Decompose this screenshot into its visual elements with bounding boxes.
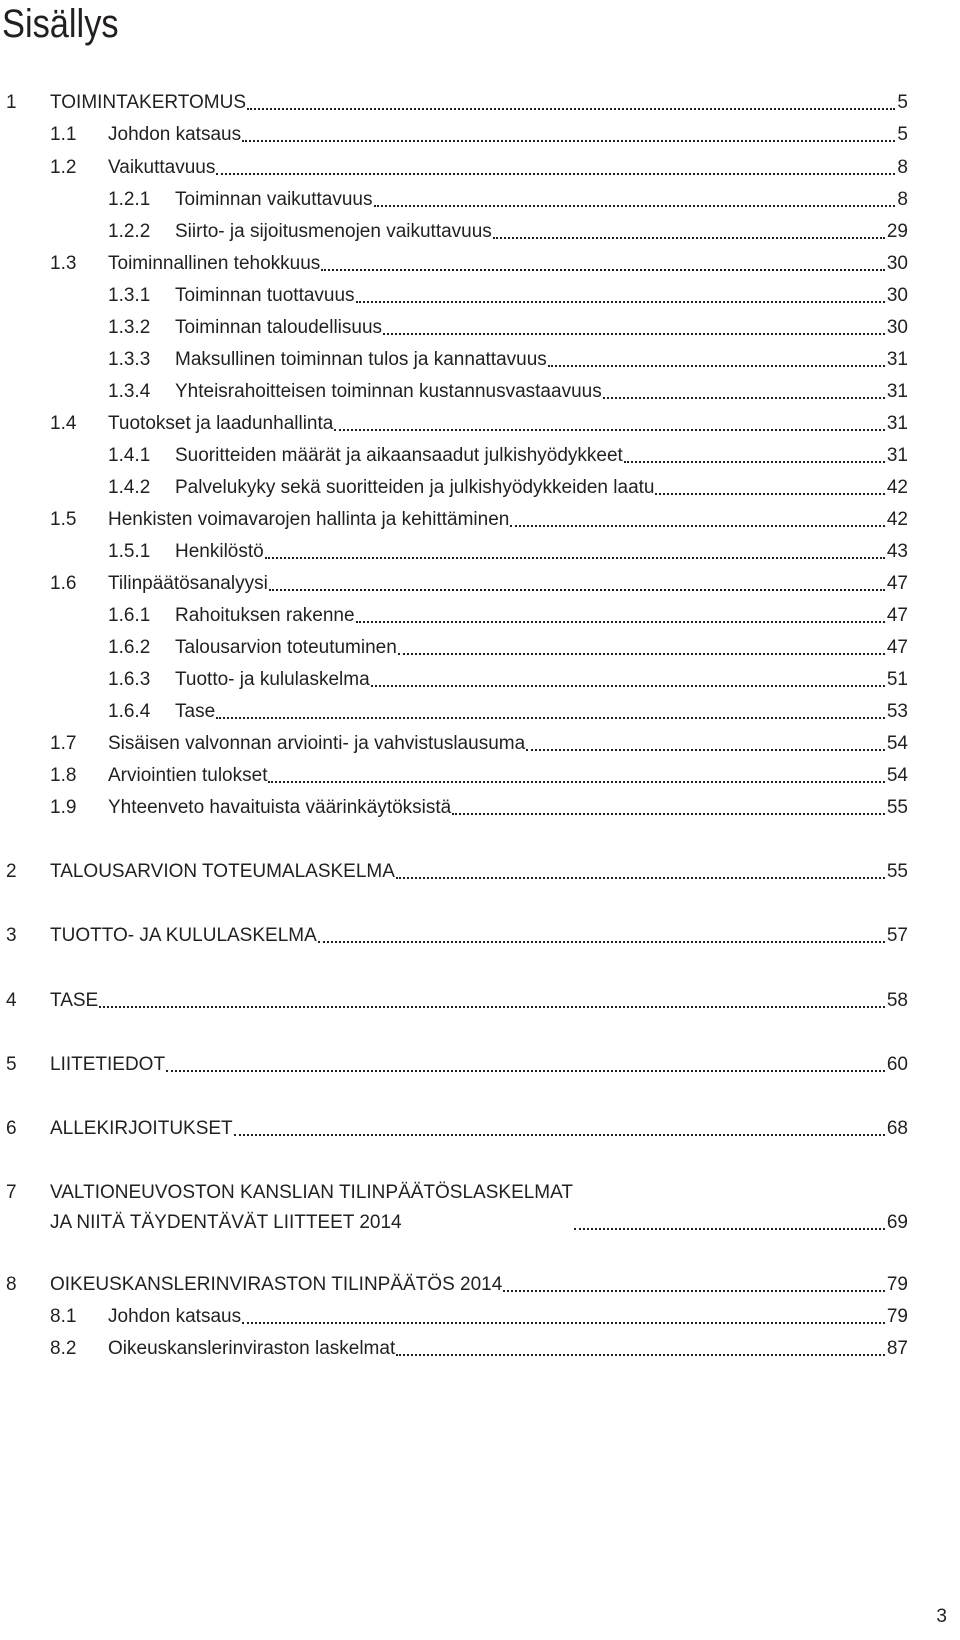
toc-dot-leader [655, 493, 884, 495]
toc-entry-number: 1.7 [50, 733, 77, 754]
toc-dot-leader [452, 813, 885, 815]
toc-entry-page: 54 [886, 765, 908, 786]
toc-dot-leader [268, 781, 884, 783]
toc-entry-page: 79 [886, 1274, 908, 1295]
toc-dot-leader [374, 205, 896, 207]
toc-entry-page: 31 [886, 381, 908, 402]
toc-entry[interactable] [0, 1334, 960, 1362]
toc-entry-title: Tilinpäätösanalyysi [108, 573, 268, 594]
toc-entry-number: 1.4 [50, 413, 77, 434]
toc-entry-page: 53 [886, 701, 908, 722]
toc-entry[interactable] [0, 569, 960, 597]
toc-entry-title: Arviointien tulokset [108, 765, 268, 786]
toc-entry[interactable] [0, 1302, 960, 1330]
toc-entry-number: 1.3.3 [108, 349, 151, 370]
toc-entry-page: 30 [886, 285, 908, 306]
toc-entry-title: Tuotto- ja kululaskelma [175, 669, 370, 690]
toc-entry[interactable] [0, 377, 960, 405]
toc-entry-page: 51 [886, 669, 908, 690]
toc-entry-page: 31 [886, 413, 908, 434]
toc-entry[interactable] [0, 665, 960, 693]
toc-dot-leader [526, 749, 885, 751]
toc-dot-leader [493, 237, 885, 239]
toc-entry-page: 42 [886, 477, 908, 498]
toc-entry-page: 47 [886, 605, 908, 626]
toc-entry-number: 1.6.1 [108, 605, 151, 626]
toc-entry-page: 55 [886, 797, 908, 818]
toc-entry-number: 1.3.1 [108, 285, 151, 306]
toc-entry[interactable] [0, 729, 960, 757]
toc-entry-number: 1.6.3 [108, 669, 151, 690]
toc-entry-number: 1.5.1 [108, 541, 151, 562]
toc-entry-title: OIKEUSKANSLERINVIRASTON TILINPÄÄTÖS 2014 [50, 1274, 503, 1295]
toc-entry-number: 1.6 [50, 573, 77, 594]
page-number: 3 [936, 1606, 947, 1627]
toc-entry-title: TOIMINTAKERTOMUS [50, 92, 247, 113]
toc-entry-page: 43 [886, 541, 908, 562]
toc-entry[interactable] [0, 281, 960, 309]
toc-entry-number: 1 [6, 92, 17, 113]
toc-entry-title: Tase [175, 701, 216, 722]
toc-entry-page: 60 [886, 1054, 908, 1075]
toc-entry-title: Toiminnallinen tehokkuus [108, 253, 321, 274]
toc-entry[interactable] [0, 409, 960, 437]
toc-dot-leader [242, 1322, 885, 1324]
toc-entry-title-line2: JA NIITÄ TÄYDENTÄVÄT LIITTEET 2014 [50, 1212, 402, 1233]
toc-entry-number: 4 [6, 990, 17, 1011]
toc-dot-leader [548, 365, 885, 367]
toc-entry-title: Vaikuttavuus [108, 157, 216, 178]
page-title: Sisällys [2, 2, 119, 46]
toc-dot-leader [371, 685, 885, 687]
toc-entry-number: 2 [6, 861, 17, 882]
toc-entry-title: Palvelukyky sekä suoritteiden ja julkishyödykkeiden laatu [175, 477, 655, 498]
toc-entry-number: 7 [6, 1182, 17, 1203]
toc-entry-page: 54 [886, 733, 908, 754]
toc-entry-page: 42 [886, 509, 908, 530]
toc-dot-leader [574, 1228, 885, 1230]
toc-entry-number: 1.8 [50, 765, 77, 786]
toc-entry-page: 47 [886, 637, 908, 658]
toc-entry-title: TUOTTO- JA KULULASKELMA [50, 925, 317, 946]
toc-entry-title: Henkilöstö [175, 541, 264, 562]
toc-entry-title: Toiminnan vaikuttavuus [175, 189, 373, 210]
toc-dot-leader [624, 461, 885, 463]
toc-entry-title: Toiminnan tuottavuus [175, 285, 355, 306]
toc-entry[interactable] [0, 185, 960, 213]
toc-entry[interactable] [0, 249, 960, 277]
toc-entry-number: 1.6.4 [108, 701, 151, 722]
toc-entry[interactable] [0, 153, 960, 181]
toc-dot-leader [603, 397, 885, 399]
toc-entry-page: 68 [886, 1118, 908, 1139]
toc-entry-number: 8.1 [50, 1306, 77, 1327]
toc-entry-title-line1: VALTIONEUVOSTON KANSLIAN TILINPÄÄTÖSLASKELMAT [50, 1182, 574, 1203]
toc-entry-page: 5 [897, 124, 908, 145]
toc-entry-title: Talousarvion toteutuminen [175, 637, 397, 658]
toc-entry-number: 1.2.2 [108, 221, 151, 242]
toc-dot-leader [234, 1134, 885, 1136]
toc-entry[interactable] [0, 345, 960, 373]
toc-entry-number: 1.2 [50, 157, 77, 178]
toc-dot-leader [396, 1354, 885, 1356]
toc-entry-page: 47 [886, 573, 908, 594]
toc-entry-title: Johdon katsaus [108, 124, 242, 145]
toc-entry-number: 6 [6, 1118, 17, 1139]
toc-dot-leader [247, 108, 895, 110]
toc-dot-leader [166, 1070, 885, 1072]
toc-entry-page: 87 [886, 1338, 908, 1359]
toc-entry-page: 30 [886, 317, 908, 338]
toc-entry-number: 1.4.2 [108, 477, 151, 498]
toc-dot-leader [356, 301, 885, 303]
toc-entry-page: 79 [886, 1306, 908, 1327]
toc-entry[interactable] [0, 857, 960, 885]
toc-entry-number: 3 [6, 925, 17, 946]
toc-dot-leader [99, 1006, 885, 1008]
toc-entry-number: 1.9 [50, 797, 77, 818]
toc-entry[interactable] [0, 313, 960, 341]
toc-entry-page: 31 [886, 445, 908, 466]
toc-entry-title: Toiminnan taloudellisuus [175, 317, 383, 338]
toc-entry[interactable] [0, 761, 960, 789]
toc-entry-page: 30 [886, 253, 908, 274]
toc-entry[interactable] [0, 1050, 960, 1078]
toc-entry-number: 1.3 [50, 253, 77, 274]
toc-dot-leader [265, 557, 885, 559]
toc-entry[interactable] [0, 537, 960, 565]
toc-entry-number: 1.1 [50, 124, 77, 145]
toc-entry[interactable] [0, 473, 960, 501]
toc-entry-title: Henkisten voimavarojen hallinta ja kehittäminen [108, 509, 510, 530]
toc-entry[interactable] [0, 986, 960, 1014]
toc-entry-title: Rahoituksen rakenne [175, 605, 355, 626]
toc-entry[interactable] [0, 921, 960, 949]
toc-entry[interactable] [0, 88, 960, 116]
toc-entry-title: Oikeuskanslerinviraston laskelmat [108, 1338, 396, 1359]
toc-entry[interactable] [0, 697, 960, 725]
toc-entry-page: 55 [886, 861, 908, 882]
toc-dot-leader [510, 525, 885, 527]
toc-entry-number: 1.3.4 [108, 381, 151, 402]
toc-entry-title: Suoritteiden määrät ja aikaansaadut julkishyödykkeet [175, 445, 623, 466]
toc-dot-leader [503, 1290, 885, 1292]
toc-entry-number: 5 [6, 1054, 17, 1075]
toc-entry-title [50, 1182, 573, 1234]
toc-dot-leader [334, 429, 885, 431]
toc-entry-number: 8 [6, 1274, 17, 1295]
toc-dot-leader [216, 717, 885, 719]
toc-dot-leader [318, 941, 885, 943]
toc-dot-leader [356, 621, 885, 623]
toc-dot-leader [383, 333, 885, 335]
toc-entry-title: ALLEKIRJOITUKSET [50, 1118, 233, 1139]
toc-entry[interactable] [0, 601, 960, 629]
toc-entry-number: 8.2 [50, 1338, 77, 1359]
toc-entry[interactable] [0, 1270, 960, 1298]
toc-entry-page: 58 [886, 990, 908, 1011]
toc-entry-number: 1.3.2 [108, 317, 151, 338]
toc-dot-leader [269, 589, 885, 591]
toc-entry-title: Siirto- ja sijoitusmenojen vaikuttavuus [175, 221, 492, 242]
toc-entry-page: 8 [897, 189, 908, 210]
toc-entry-number: 1.2.1 [108, 189, 151, 210]
toc-dot-leader [396, 877, 885, 879]
toc-dot-leader [216, 173, 895, 175]
toc-entry-title: Yhteenveto havaituista väärinkäytöksistä [108, 797, 452, 818]
toc-dot-leader [398, 653, 885, 655]
toc-entry[interactable] [0, 1114, 960, 1142]
toc-entry[interactable] [0, 505, 960, 533]
toc-entry-number: 1.5 [50, 509, 77, 530]
toc-entry-title: Maksullinen toiminnan tulos ja kannattavuus [175, 349, 547, 370]
toc-entry[interactable] [0, 441, 960, 469]
toc-entry[interactable] [0, 217, 960, 245]
toc-entry[interactable] [0, 120, 960, 148]
toc-entry-title: TASE [50, 990, 99, 1011]
toc-entry-page: 8 [897, 157, 908, 178]
toc-entry-title: LIITETIEDOT [50, 1054, 166, 1075]
toc-entry-number: 1.6.2 [108, 637, 151, 658]
toc-entry[interactable] [0, 793, 960, 821]
toc-entry-title: TALOUSARVION TOTEUMALASKELMA [50, 861, 395, 882]
toc-entry-page: 57 [886, 925, 908, 946]
toc-entry-title: Tuotokset ja laadunhallinta [108, 413, 334, 434]
toc-dot-leader [321, 269, 885, 271]
toc-entry[interactable] [0, 1178, 960, 1236]
toc-entry-title: Johdon katsaus [108, 1306, 242, 1327]
toc-entry-page: 31 [886, 349, 908, 370]
toc-entry-page: 29 [886, 221, 908, 242]
toc-entry-title: Yhteisrahoitteisen toiminnan kustannusvastaavuus [175, 381, 602, 402]
toc-entry-title: Sisäisen valvonnan arviointi- ja vahvistuslausuma [108, 733, 526, 754]
toc-entry-number: 1.4.1 [108, 445, 151, 466]
toc-entry[interactable] [0, 633, 960, 661]
toc-entry-page: 5 [897, 92, 908, 113]
toc-entry-page: 69 [886, 1212, 908, 1233]
toc-dot-leader [242, 140, 895, 142]
